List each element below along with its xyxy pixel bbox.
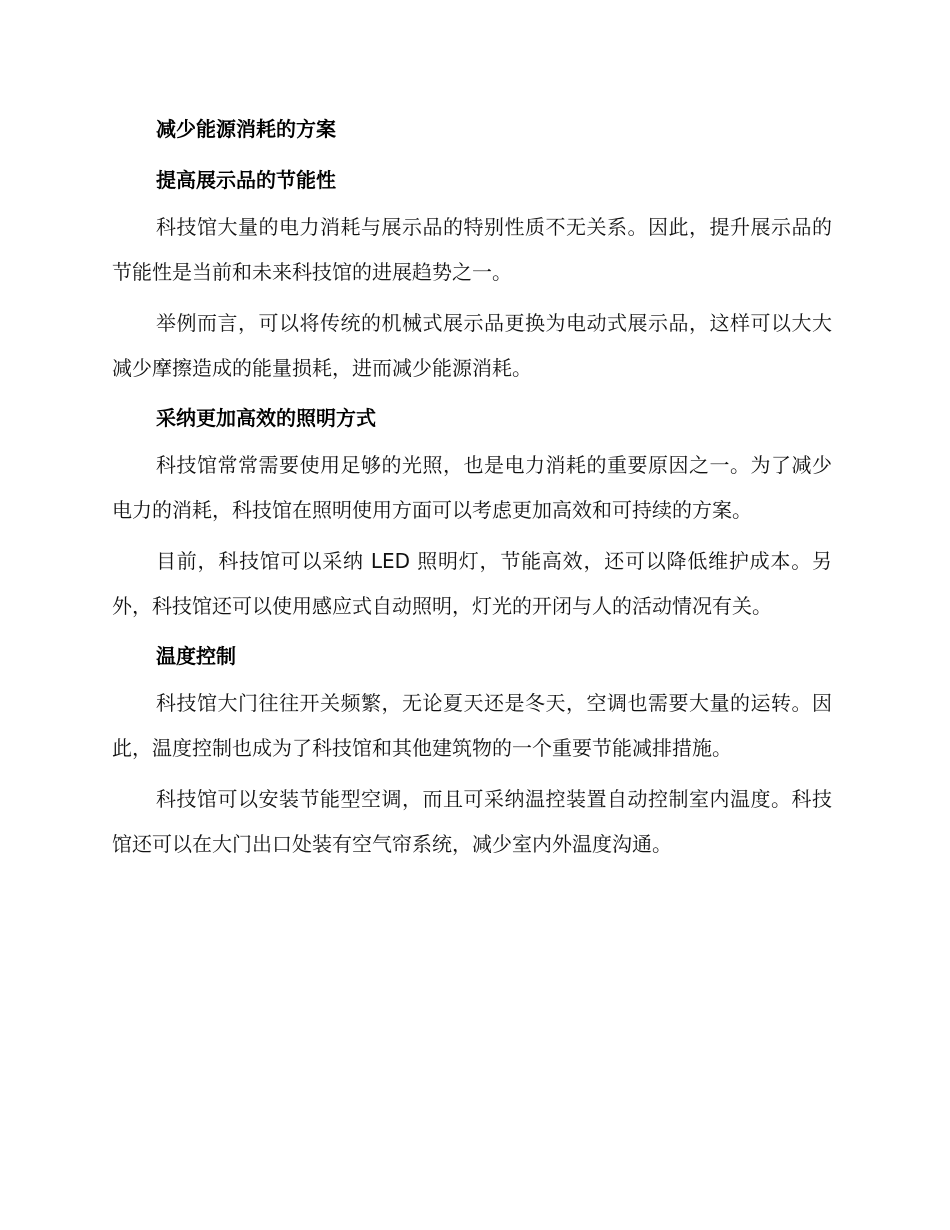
document-body xyxy=(112,113,832,867)
paragraph-exhibit-efficiency-1: 科技馆大量的电力消耗与展示品的特别性质不无关系。因此，提升展示品的节能性是当前和未来科技馆的进展趋势之一。 xyxy=(112,215,832,284)
paragraph-exhibit-efficiency-2: 举例而言，可以将传统的机械式展示品更换为电动式展示品，这样可以大大减少摩擦造成的能量损耗，进而减少能源消耗。 xyxy=(112,311,832,380)
section-heading-temperature: 温度控制 xyxy=(156,644,236,668)
document-title: 减少能源消耗的方案 xyxy=(156,117,336,141)
paragraph-temperature-1: 科技馆大门往往开关频繁，无论夏天还是冬天，空调也需要大量的运转。因此，温度控制也成为了科技馆和其他建筑物的一个重要节能减排措施。 xyxy=(112,691,832,760)
paragraph-temperature-2: 科技馆可以安装节能型空调，而且可采纳温控装置自动控制室内温度。科技馆还可以在大门出口处装有空气帘系统，减少室内外温度沟通。 xyxy=(112,787,832,856)
section-heading-exhibit-efficiency: 提高展示品的节能性 xyxy=(156,168,336,192)
section-heading-lighting: 采纳更加高效的照明方式 xyxy=(156,406,376,430)
paragraph-lighting-2: 目前，科技馆可以采纳 LED 照明灯，节能高效，还可以降低维护成本。另外，科技馆还可以使用感应式自动照明，灯光的开闭与人的活动情况有关。 xyxy=(112,549,832,618)
paragraph-lighting-1: 科技馆常常需要使用足够的光照，也是电力消耗的重要原因之一。为了减少电力的消耗，科技馆在照明使用方面可以考虑更加高效和可持续的方案。 xyxy=(112,453,832,522)
